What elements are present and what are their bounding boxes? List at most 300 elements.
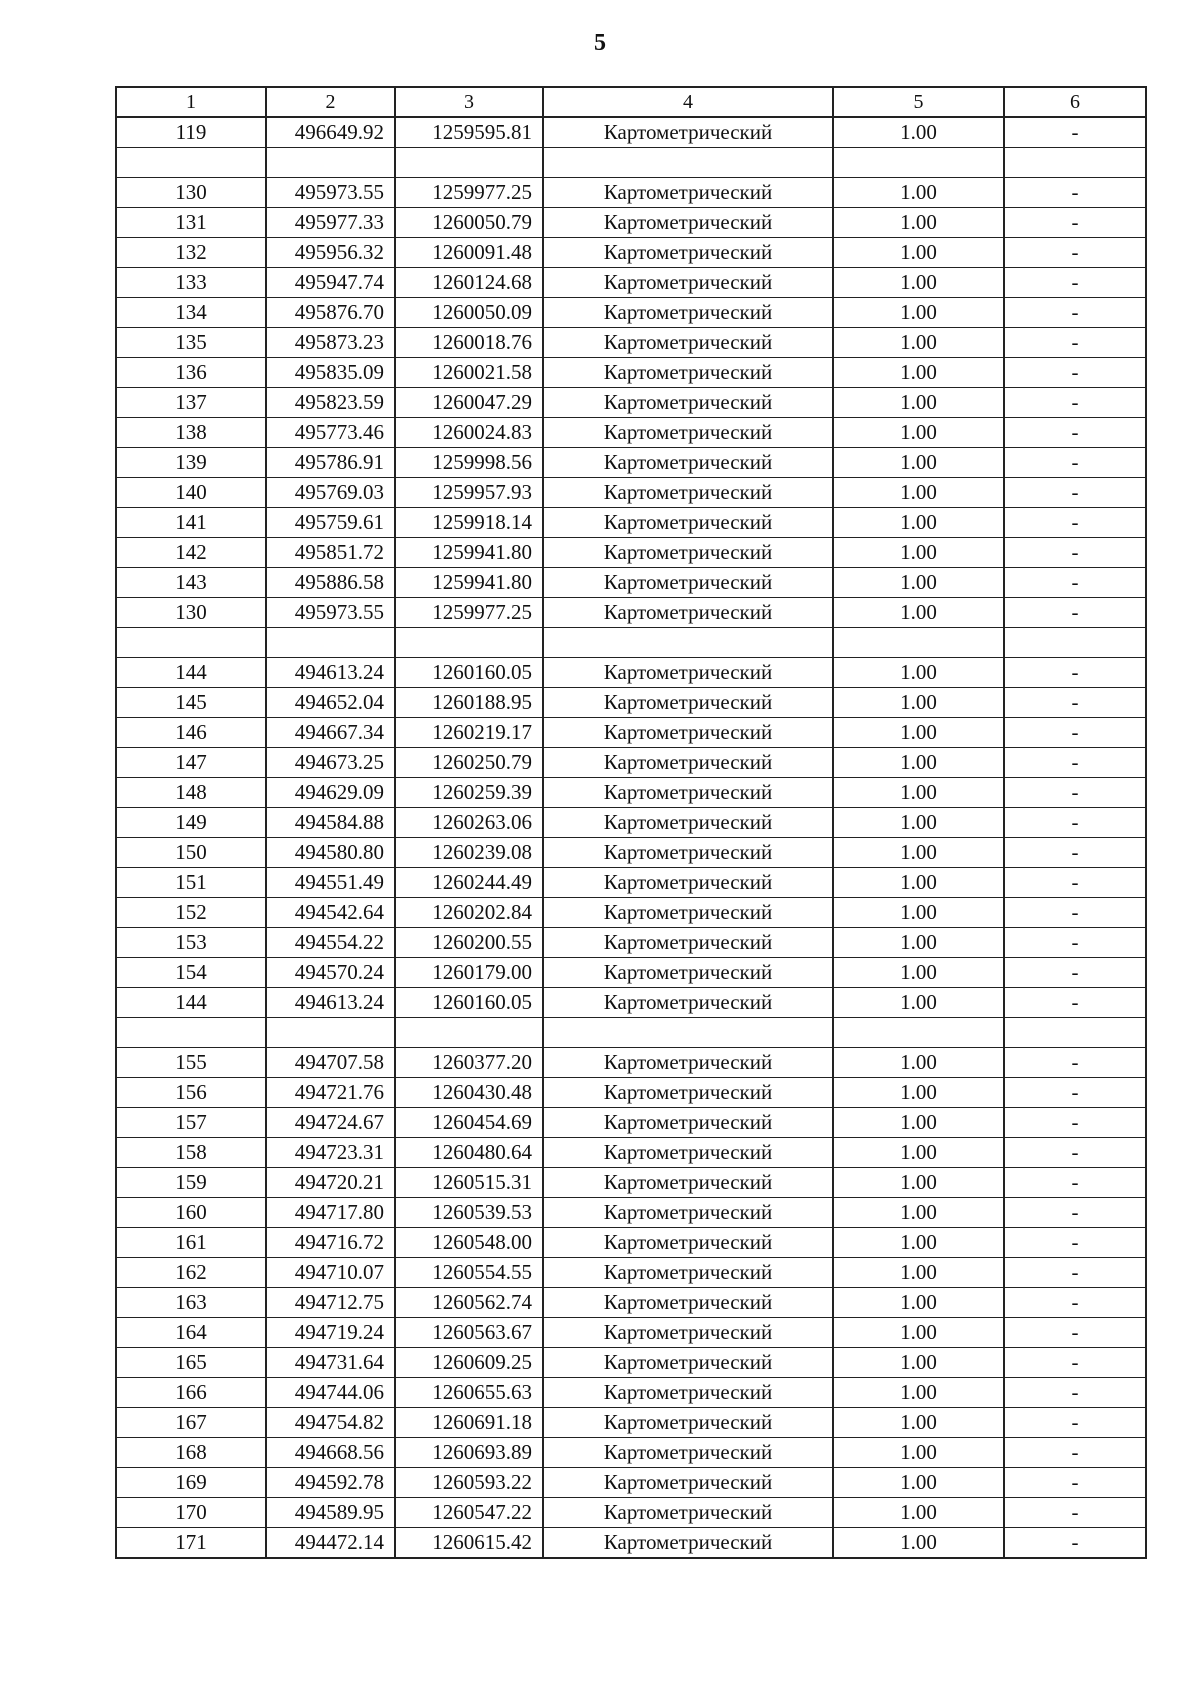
point-number-cell: 140 <box>116 478 266 508</box>
x-coordinate-cell: 494652.04 <box>266 688 395 718</box>
point-number-cell: 135 <box>116 328 266 358</box>
method-cell: Картометрический <box>543 178 833 208</box>
x-coordinate-cell: 495773.46 <box>266 418 395 448</box>
accuracy-cell: 1.00 <box>833 598 1004 628</box>
x-coordinate-cell <box>266 1018 395 1048</box>
point-number-cell: 160 <box>116 1198 266 1228</box>
y-coordinate-cell: 1260244.49 <box>395 868 543 898</box>
method-cell: Картометрический <box>543 748 833 778</box>
method-cell: Картометрический <box>543 898 833 928</box>
accuracy-cell: 1.00 <box>833 117 1004 148</box>
table-row <box>116 478 1146 508</box>
point-number-cell: 167 <box>116 1408 266 1438</box>
description-cell: - <box>1004 1258 1146 1288</box>
accuracy-cell: 1.00 <box>833 1528 1004 1559</box>
page-number: 5 <box>594 30 606 56</box>
y-coordinate-cell: 1259998.56 <box>395 448 543 478</box>
table-row <box>116 718 1146 748</box>
separator-row <box>116 148 1146 178</box>
y-coordinate-cell: 1260430.48 <box>395 1078 543 1108</box>
x-coordinate-cell: 494584.88 <box>266 808 395 838</box>
x-coordinate-cell: 496649.92 <box>266 117 395 148</box>
table-row <box>116 117 1146 148</box>
description-cell: - <box>1004 1108 1146 1138</box>
method-cell: Картометрический <box>543 658 833 688</box>
table-row <box>116 1078 1146 1108</box>
table-row <box>116 298 1146 328</box>
y-coordinate-cell: 1260691.18 <box>395 1408 543 1438</box>
method-cell: Картометрический <box>543 808 833 838</box>
description-cell: - <box>1004 178 1146 208</box>
description-cell: - <box>1004 328 1146 358</box>
x-coordinate-cell <box>266 148 395 178</box>
column-header: 3 <box>395 87 543 117</box>
y-coordinate-cell: 1259595.81 <box>395 117 543 148</box>
accuracy-cell: 1.00 <box>833 508 1004 538</box>
x-coordinate-cell: 494707.58 <box>266 1048 395 1078</box>
table-row <box>116 778 1146 808</box>
accuracy-cell: 1.00 <box>833 718 1004 748</box>
point-number-cell: 134 <box>116 298 266 328</box>
method-cell <box>543 628 833 658</box>
point-number-cell: 130 <box>116 598 266 628</box>
y-coordinate-cell <box>395 628 543 658</box>
point-number-cell: 154 <box>116 958 266 988</box>
y-coordinate-cell: 1260050.09 <box>395 298 543 328</box>
y-coordinate-cell: 1260021.58 <box>395 358 543 388</box>
y-coordinate-cell: 1259977.25 <box>395 178 543 208</box>
description-cell: - <box>1004 928 1146 958</box>
accuracy-cell: 1.00 <box>833 568 1004 598</box>
method-cell: Картометрический <box>543 568 833 598</box>
y-coordinate-cell: 1260547.22 <box>395 1498 543 1528</box>
description-cell: - <box>1004 1408 1146 1438</box>
point-number-cell: 158 <box>116 1138 266 1168</box>
method-cell: Картометрический <box>543 1498 833 1528</box>
accuracy-cell: 1.00 <box>833 328 1004 358</box>
x-coordinate-cell: 494613.24 <box>266 658 395 688</box>
accuracy-cell: 1.00 <box>833 358 1004 388</box>
method-cell: Картометрический <box>543 538 833 568</box>
point-number-cell: 156 <box>116 1078 266 1108</box>
table-row <box>116 688 1146 718</box>
table-row <box>116 808 1146 838</box>
y-coordinate-cell: 1260219.17 <box>395 718 543 748</box>
table-row <box>116 268 1146 298</box>
x-coordinate-cell: 495947.74 <box>266 268 395 298</box>
table-row <box>116 508 1146 538</box>
accuracy-cell: 1.00 <box>833 1438 1004 1468</box>
description-cell: - <box>1004 958 1146 988</box>
table-row <box>116 1108 1146 1138</box>
point-number-cell: 141 <box>116 508 266 538</box>
point-number-cell: 164 <box>116 1318 266 1348</box>
method-cell: Картометрический <box>543 1318 833 1348</box>
description-cell: - <box>1004 1468 1146 1498</box>
method-cell: Картометрический <box>543 1078 833 1108</box>
point-number-cell: 166 <box>116 1378 266 1408</box>
column-header: 2 <box>266 87 395 117</box>
y-coordinate-cell: 1260024.83 <box>395 418 543 448</box>
point-number-cell: 119 <box>116 117 266 148</box>
separator-row <box>116 628 1146 658</box>
description-cell: - <box>1004 658 1146 688</box>
accuracy-cell: 1.00 <box>833 448 1004 478</box>
table-row <box>116 418 1146 448</box>
method-cell: Картометрический <box>543 298 833 328</box>
description-cell: - <box>1004 778 1146 808</box>
x-coordinate-cell: 494754.82 <box>266 1408 395 1438</box>
point-number-cell: 165 <box>116 1348 266 1378</box>
point-number-cell: 157 <box>116 1108 266 1138</box>
method-cell: Картометрический <box>543 718 833 748</box>
point-number-cell: 149 <box>116 808 266 838</box>
x-coordinate-cell: 494668.56 <box>266 1438 395 1468</box>
description-cell: - <box>1004 418 1146 448</box>
table-row <box>116 958 1146 988</box>
x-coordinate-cell: 494667.34 <box>266 718 395 748</box>
y-coordinate-cell: 1260091.48 <box>395 238 543 268</box>
x-coordinate-cell: 495886.58 <box>266 568 395 598</box>
description-cell: - <box>1004 808 1146 838</box>
x-coordinate-cell: 495851.72 <box>266 538 395 568</box>
description-cell: - <box>1004 598 1146 628</box>
point-number-cell: 153 <box>116 928 266 958</box>
description-cell: - <box>1004 358 1146 388</box>
method-cell: Картометрический <box>543 838 833 868</box>
y-coordinate-cell: 1260548.00 <box>395 1228 543 1258</box>
x-coordinate-cell: 494613.24 <box>266 988 395 1018</box>
accuracy-cell: 1.00 <box>833 898 1004 928</box>
point-number-cell: 133 <box>116 268 266 298</box>
column-header: 5 <box>833 87 1004 117</box>
point-number-cell: 147 <box>116 748 266 778</box>
column-header: 6 <box>1004 87 1146 117</box>
point-number-cell: 168 <box>116 1438 266 1468</box>
y-coordinate-cell: 1260239.08 <box>395 838 543 868</box>
table-row <box>116 1528 1146 1559</box>
accuracy-cell: 1.00 <box>833 748 1004 778</box>
point-number-cell: 163 <box>116 1288 266 1318</box>
method-cell: Картометрический <box>543 388 833 418</box>
description-cell: - <box>1004 268 1146 298</box>
table-row <box>116 1228 1146 1258</box>
table-row <box>116 598 1146 628</box>
accuracy-cell: 1.00 <box>833 778 1004 808</box>
accuracy-cell: 1.00 <box>833 1378 1004 1408</box>
accuracy-cell: 1.00 <box>833 1288 1004 1318</box>
method-cell: Картометрический <box>543 1228 833 1258</box>
column-header: 1 <box>116 87 266 117</box>
y-coordinate-cell: 1260160.05 <box>395 988 543 1018</box>
point-number-cell: 139 <box>116 448 266 478</box>
y-coordinate-cell: 1259977.25 <box>395 598 543 628</box>
method-cell: Картометрический <box>543 117 833 148</box>
y-coordinate-cell: 1260179.00 <box>395 958 543 988</box>
table-row <box>116 1198 1146 1228</box>
method-cell: Картометрический <box>543 418 833 448</box>
x-coordinate-cell: 494717.80 <box>266 1198 395 1228</box>
description-cell: - <box>1004 1318 1146 1348</box>
x-coordinate-cell: 494592.78 <box>266 1468 395 1498</box>
description-cell <box>1004 1018 1146 1048</box>
accuracy-cell: 1.00 <box>833 1138 1004 1168</box>
table-row <box>116 448 1146 478</box>
table-row <box>116 328 1146 358</box>
y-coordinate-cell: 1260615.42 <box>395 1528 543 1559</box>
accuracy-cell: 1.00 <box>833 298 1004 328</box>
x-coordinate-cell: 495769.03 <box>266 478 395 508</box>
description-cell: - <box>1004 388 1146 418</box>
accuracy-cell <box>833 628 1004 658</box>
method-cell: Картометрический <box>543 1378 833 1408</box>
point-number-cell: 138 <box>116 418 266 448</box>
x-coordinate-cell: 495876.70 <box>266 298 395 328</box>
point-number-cell: 152 <box>116 898 266 928</box>
point-number-cell: 144 <box>116 658 266 688</box>
accuracy-cell: 1.00 <box>833 1498 1004 1528</box>
method-cell <box>543 148 833 178</box>
method-cell: Картометрический <box>543 1438 833 1468</box>
y-coordinate-cell: 1260050.79 <box>395 208 543 238</box>
y-coordinate-cell: 1260047.29 <box>395 388 543 418</box>
table-row <box>116 568 1146 598</box>
x-coordinate-cell: 494589.95 <box>266 1498 395 1528</box>
point-number-cell: 137 <box>116 388 266 418</box>
y-coordinate-cell: 1260609.25 <box>395 1348 543 1378</box>
x-coordinate-cell: 494719.24 <box>266 1318 395 1348</box>
accuracy-cell <box>833 1018 1004 1048</box>
description-cell: - <box>1004 1378 1146 1408</box>
point-number-cell: 144 <box>116 988 266 1018</box>
y-coordinate-cell: 1260200.55 <box>395 928 543 958</box>
y-coordinate-cell: 1260188.95 <box>395 688 543 718</box>
table-row <box>116 388 1146 418</box>
x-coordinate-cell: 495977.33 <box>266 208 395 238</box>
y-coordinate-cell: 1260454.69 <box>395 1108 543 1138</box>
accuracy-cell: 1.00 <box>833 988 1004 1018</box>
point-number-cell: 150 <box>116 838 266 868</box>
x-coordinate-cell: 495759.61 <box>266 508 395 538</box>
x-coordinate-cell: 495973.55 <box>266 178 395 208</box>
method-cell: Картометрический <box>543 1048 833 1078</box>
method-cell: Картометрический <box>543 508 833 538</box>
method-cell: Картометрический <box>543 1408 833 1438</box>
description-cell: - <box>1004 238 1146 268</box>
x-coordinate-cell: 494542.64 <box>266 898 395 928</box>
point-number-cell: 155 <box>116 1048 266 1078</box>
table-row <box>116 178 1146 208</box>
x-coordinate-cell: 494570.24 <box>266 958 395 988</box>
point-number-cell: 146 <box>116 718 266 748</box>
description-cell: - <box>1004 838 1146 868</box>
description-cell: - <box>1004 1528 1146 1559</box>
table-row <box>116 238 1146 268</box>
description-cell: - <box>1004 1198 1146 1228</box>
table-row <box>116 538 1146 568</box>
accuracy-cell: 1.00 <box>833 178 1004 208</box>
method-cell: Картометрический <box>543 1348 833 1378</box>
x-coordinate-cell: 494554.22 <box>266 928 395 958</box>
y-coordinate-cell: 1260562.74 <box>395 1288 543 1318</box>
accuracy-cell: 1.00 <box>833 1078 1004 1108</box>
x-coordinate-cell: 494580.80 <box>266 838 395 868</box>
x-coordinate-cell: 495786.91 <box>266 448 395 478</box>
method-cell: Картометрический <box>543 1138 833 1168</box>
accuracy-cell: 1.00 <box>833 958 1004 988</box>
y-coordinate-cell: 1260250.79 <box>395 748 543 778</box>
accuracy-cell: 1.00 <box>833 1168 1004 1198</box>
description-cell: - <box>1004 988 1146 1018</box>
table-row <box>116 988 1146 1018</box>
y-coordinate-cell <box>395 148 543 178</box>
accuracy-cell: 1.00 <box>833 838 1004 868</box>
accuracy-cell: 1.00 <box>833 1258 1004 1288</box>
coordinates-table <box>115 86 1147 1559</box>
method-cell: Картометрический <box>543 1288 833 1318</box>
method-cell: Картометрический <box>543 208 833 238</box>
point-number-cell: 162 <box>116 1258 266 1288</box>
y-coordinate-cell: 1260655.63 <box>395 1378 543 1408</box>
y-coordinate-cell: 1259941.80 <box>395 538 543 568</box>
table-row <box>116 1378 1146 1408</box>
description-cell: - <box>1004 568 1146 598</box>
description-cell <box>1004 628 1146 658</box>
table-row <box>116 868 1146 898</box>
method-cell: Картометрический <box>543 928 833 958</box>
method-cell: Картометрический <box>543 688 833 718</box>
description-cell: - <box>1004 1078 1146 1108</box>
x-coordinate-cell: 494712.75 <box>266 1288 395 1318</box>
x-coordinate-cell: 495973.55 <box>266 598 395 628</box>
y-coordinate-cell: 1260693.89 <box>395 1438 543 1468</box>
x-coordinate-cell: 494551.49 <box>266 868 395 898</box>
y-coordinate-cell: 1260563.67 <box>395 1318 543 1348</box>
method-cell: Картометрический <box>543 268 833 298</box>
description-cell <box>1004 148 1146 178</box>
y-coordinate-cell: 1260259.39 <box>395 778 543 808</box>
description-cell: - <box>1004 1138 1146 1168</box>
table-row <box>116 748 1146 778</box>
x-coordinate-cell: 494472.14 <box>266 1528 395 1559</box>
description-cell: - <box>1004 1348 1146 1378</box>
table-row <box>116 1258 1146 1288</box>
description-cell: - <box>1004 898 1146 928</box>
accuracy-cell: 1.00 <box>833 808 1004 838</box>
x-coordinate-cell: 494716.72 <box>266 1228 395 1258</box>
table-row <box>116 1168 1146 1198</box>
y-coordinate-cell <box>395 1018 543 1048</box>
y-coordinate-cell: 1260377.20 <box>395 1048 543 1078</box>
accuracy-cell: 1.00 <box>833 478 1004 508</box>
method-cell: Картометрический <box>543 358 833 388</box>
method-cell: Картометрический <box>543 1468 833 1498</box>
column-header: 4 <box>543 87 833 117</box>
point-number-cell: 148 <box>116 778 266 808</box>
accuracy-cell: 1.00 <box>833 208 1004 238</box>
table-row <box>116 1408 1146 1438</box>
table-row <box>116 838 1146 868</box>
point-number-cell <box>116 1018 266 1048</box>
table-row <box>116 928 1146 958</box>
method-cell: Картометрический <box>543 448 833 478</box>
x-coordinate-cell: 494710.07 <box>266 1258 395 1288</box>
x-coordinate-cell: 494721.76 <box>266 1078 395 1108</box>
method-cell: Картометрический <box>543 988 833 1018</box>
description-cell: - <box>1004 748 1146 778</box>
table-row <box>116 208 1146 238</box>
point-number-cell: 151 <box>116 868 266 898</box>
point-number-cell: 142 <box>116 538 266 568</box>
point-number-cell: 132 <box>116 238 266 268</box>
y-coordinate-cell: 1260202.84 <box>395 898 543 928</box>
table-row <box>116 658 1146 688</box>
point-number-cell: 170 <box>116 1498 266 1528</box>
coordinates-table-body <box>116 87 1146 1558</box>
accuracy-cell: 1.00 <box>833 1108 1004 1138</box>
table-row <box>116 1288 1146 1318</box>
y-coordinate-cell: 1259918.14 <box>395 508 543 538</box>
x-coordinate-cell: 494731.64 <box>266 1348 395 1378</box>
accuracy-cell: 1.00 <box>833 1468 1004 1498</box>
description-cell: - <box>1004 117 1146 148</box>
method-cell: Картометрический <box>543 778 833 808</box>
method-cell: Картометрический <box>543 868 833 898</box>
method-cell: Картометрический <box>543 598 833 628</box>
method-cell: Картометрический <box>543 328 833 358</box>
x-coordinate-cell: 494723.31 <box>266 1138 395 1168</box>
description-cell: - <box>1004 688 1146 718</box>
accuracy-cell: 1.00 <box>833 1228 1004 1258</box>
table-row <box>116 1348 1146 1378</box>
accuracy-cell: 1.00 <box>833 388 1004 418</box>
x-coordinate-cell: 495956.32 <box>266 238 395 268</box>
point-number-cell <box>116 148 266 178</box>
description-cell: - <box>1004 718 1146 748</box>
x-coordinate-cell: 495823.59 <box>266 388 395 418</box>
accuracy-cell: 1.00 <box>833 1318 1004 1348</box>
point-number-cell: 159 <box>116 1168 266 1198</box>
point-number-cell: 171 <box>116 1528 266 1559</box>
x-coordinate-cell: 494720.21 <box>266 1168 395 1198</box>
description-cell: - <box>1004 1168 1146 1198</box>
y-coordinate-cell: 1260160.05 <box>395 658 543 688</box>
accuracy-cell: 1.00 <box>833 1198 1004 1228</box>
description-cell: - <box>1004 538 1146 568</box>
description-cell: - <box>1004 298 1146 328</box>
point-number-cell: 161 <box>116 1228 266 1258</box>
y-coordinate-cell: 1260018.76 <box>395 328 543 358</box>
table-row <box>116 1138 1146 1168</box>
method-cell <box>543 1018 833 1048</box>
description-cell: - <box>1004 208 1146 238</box>
y-coordinate-cell: 1260539.53 <box>395 1198 543 1228</box>
method-cell: Картометрический <box>543 238 833 268</box>
x-coordinate-cell <box>266 628 395 658</box>
accuracy-cell: 1.00 <box>833 418 1004 448</box>
separator-row <box>116 1018 1146 1048</box>
description-cell: - <box>1004 448 1146 478</box>
point-number-cell <box>116 628 266 658</box>
accuracy-cell: 1.00 <box>833 238 1004 268</box>
point-number-cell: 136 <box>116 358 266 388</box>
accuracy-cell: 1.00 <box>833 538 1004 568</box>
description-cell: - <box>1004 508 1146 538</box>
table-row <box>116 1468 1146 1498</box>
accuracy-cell: 1.00 <box>833 658 1004 688</box>
x-coordinate-cell: 494724.67 <box>266 1108 395 1138</box>
y-coordinate-cell: 1259957.93 <box>395 478 543 508</box>
